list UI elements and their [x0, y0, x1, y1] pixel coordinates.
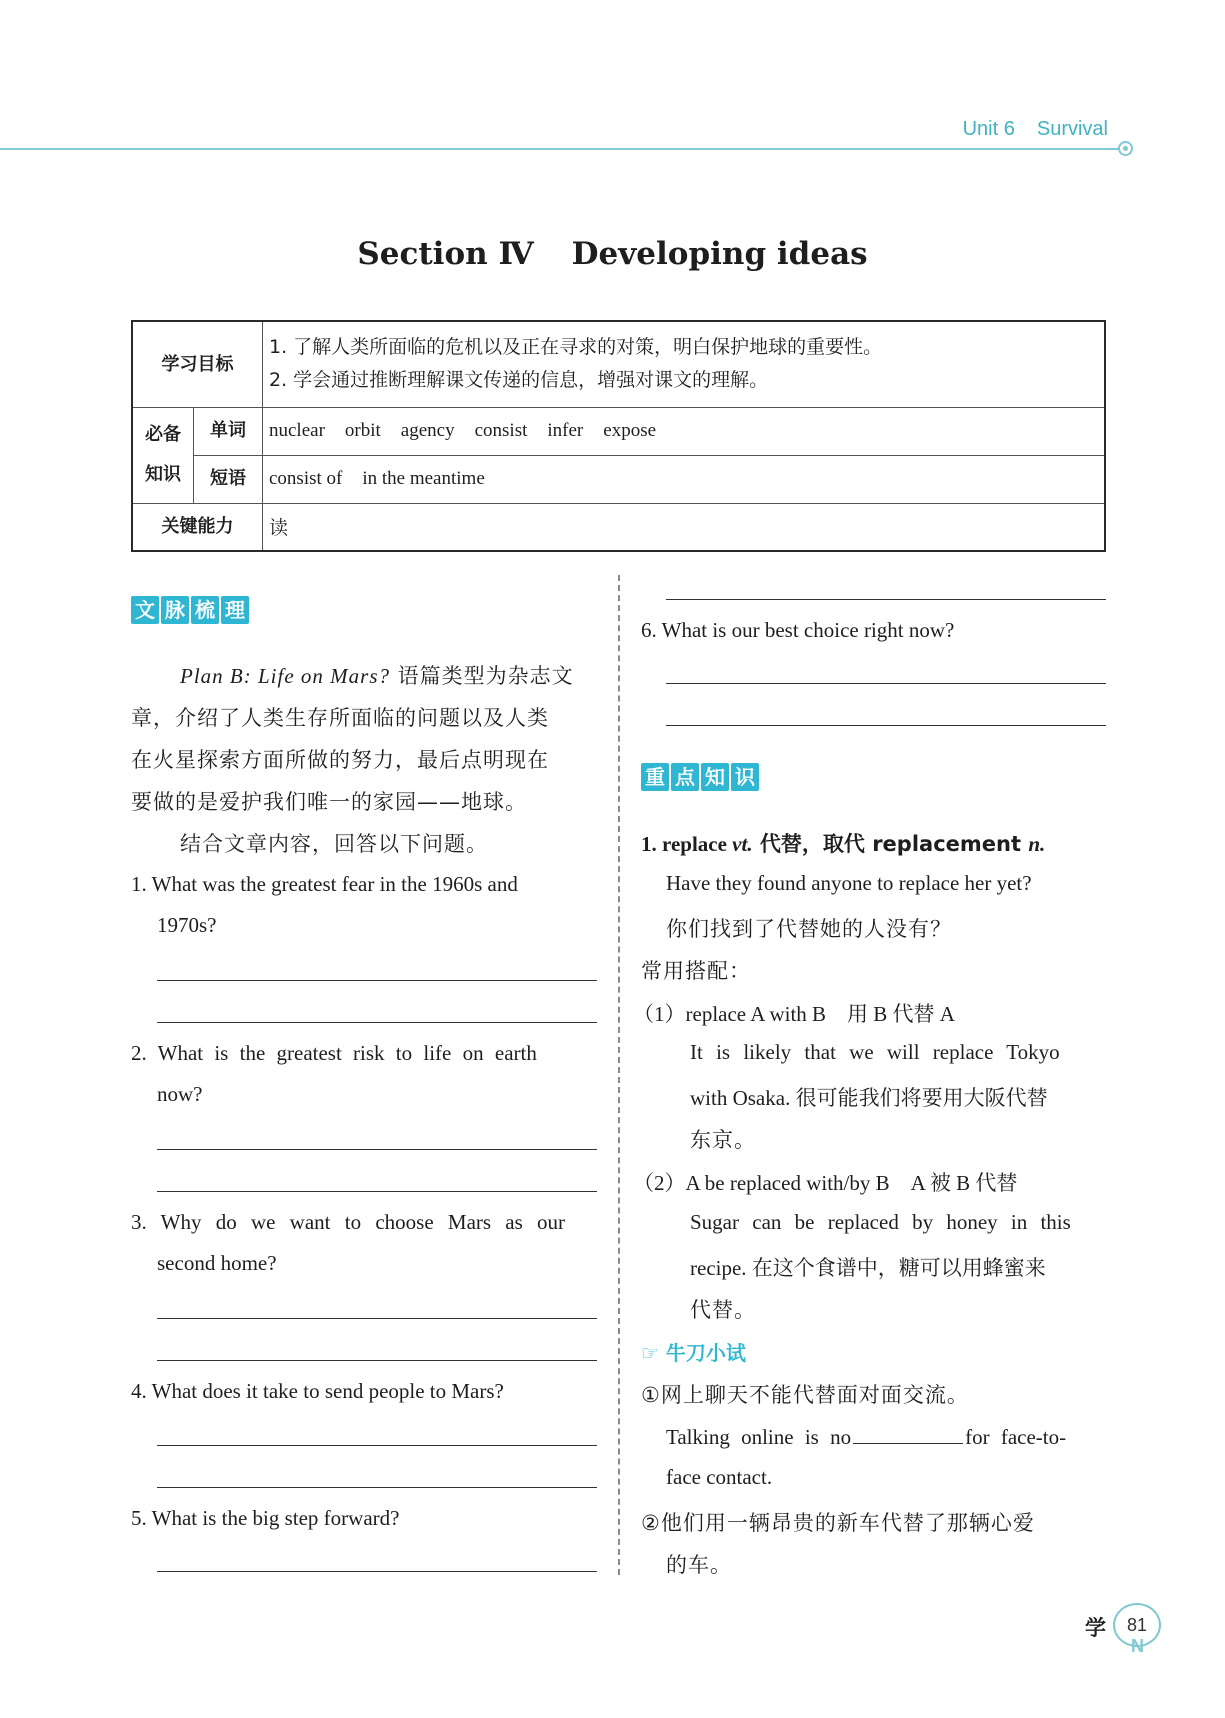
intro-line-1: [180, 660, 574, 690]
answer-line[interactable]: [666, 725, 1106, 726]
ability-cell: 读: [263, 503, 1106, 551]
answer-line[interactable]: [666, 683, 1106, 684]
key-points-badge: [641, 763, 759, 791]
knowledge-label-1: 必备: [145, 424, 181, 445]
badge-char: 脉: [161, 596, 189, 624]
exercise-1-text-b: for face-to-: [965, 1425, 1067, 1449]
answer-line[interactable]: [666, 599, 1106, 600]
goals-cell: [263, 321, 1106, 407]
example-cn: 你们找到了代替她的人没有？: [666, 917, 952, 941]
unit-topic: Survival: [1036, 118, 1108, 140]
objectives-table: [131, 320, 1106, 552]
ability-label: 关键能力: [132, 503, 263, 551]
unit-label: [963, 118, 1108, 141]
exercise-2-cn-cont: 的车。: [666, 1553, 732, 1577]
exercise-1-text-a: Talking online is no: [666, 1425, 852, 1449]
answer-line[interactable]: [157, 1445, 597, 1446]
goals-label: 学习目标: [132, 321, 263, 407]
badge-char: 理: [221, 596, 249, 624]
intro-line-4: 要做的是爱护我们唯一的家园——地球。: [131, 790, 527, 814]
question-2-cont: now?: [157, 1082, 203, 1106]
exercise-1-text-c: face contact.: [666, 1465, 773, 1489]
collocation-1-line: 东京。: [690, 1128, 756, 1152]
word-item: infer: [547, 420, 584, 441]
badge-char: 文: [131, 596, 159, 624]
answer-line[interactable]: [157, 1149, 597, 1150]
question-3-cont: second home?: [157, 1251, 277, 1275]
header-rule: [0, 148, 1128, 150]
collocation-2-line: recipe. 在这个食谱中，糖可以用蜂蜜来: [690, 1256, 1046, 1280]
word-item: expose: [603, 420, 657, 441]
word-item: nuclear: [269, 420, 325, 441]
word-item: consist: [474, 420, 528, 441]
phrases-label: 短语: [194, 455, 263, 503]
collocations-label: 常用搭配：: [641, 959, 751, 983]
practice-label: ☞ 牛刀小试: [641, 1341, 746, 1365]
exercise-1-cn: ①网上聊天不能代替面对面交流。: [641, 1383, 969, 1407]
collocation-2-line: Sugar can be replaced by honey in this: [690, 1210, 1071, 1234]
knowledge-label: [132, 407, 194, 503]
answer-line[interactable]: [157, 1360, 597, 1361]
question-1-cont: 1970s?: [157, 913, 217, 937]
badge-char: 知: [701, 763, 729, 791]
collocation-1-head: （1）replace A with B 用 B 代替 A: [633, 1002, 955, 1026]
intro-line-3: 在火星探索方面所做的努力，最后点明现在: [131, 748, 549, 772]
point-title: [641, 828, 1045, 858]
goal-1: 1. 了解人类所面临的危机以及正在寻求的对策，明白保护地球的重要性。: [269, 336, 883, 359]
point-meaning: 代替，取代 replacement: [752, 832, 1029, 856]
badge-char: 梳: [191, 596, 219, 624]
unit-number: Unit 6: [962, 118, 1015, 140]
badge-char: 识: [731, 763, 759, 791]
words-label: 单词: [194, 407, 263, 455]
word-item: agency: [400, 420, 455, 441]
badge-char: 重: [641, 763, 669, 791]
answer-line[interactable]: [157, 1022, 597, 1023]
exercise-1-blank[interactable]: [853, 1423, 963, 1444]
collocation-2-line: 代替。: [690, 1298, 756, 1322]
phrase-item: in the meantime: [362, 468, 485, 489]
intro-line-1-text: 语篇类型为杂志文: [390, 664, 574, 688]
exercise-1-en: [666, 1423, 1066, 1450]
point-pos: vt.: [732, 832, 753, 856]
intro-line-2: 章，介绍了人类生存所面临的问题以及人类: [131, 706, 549, 730]
collocation-2-head: （2）A be replaced with/by B A 被 B 代替: [633, 1171, 1018, 1195]
point-pos-noun: n.: [1028, 832, 1046, 856]
header-rule-end-icon: [1118, 141, 1133, 156]
question-5: 5. What is the big step forward?: [131, 1506, 400, 1530]
question-4: 4. What does it take to send people to Mars?: [131, 1379, 504, 1403]
collocation-1-line: with Osaka. 很可能我们将要用大阪代替: [690, 1086, 1048, 1110]
question-1: 1. What was the greatest fear in the 1960s and: [131, 872, 518, 896]
footer-label: 学: [1085, 1616, 1106, 1640]
structure-badge: [131, 596, 249, 624]
example-en: Have they found anyone to replace her yet?: [666, 871, 1032, 895]
knowledge-label-2: 知识: [145, 464, 181, 485]
phrases-cell: [263, 455, 1106, 503]
section-name: Developing ideas: [571, 236, 868, 272]
page-title: [0, 236, 1225, 272]
collocation-1-line: It is likely that we will replace Tokyo: [690, 1040, 1060, 1064]
instruction: 结合文章内容，回答以下问题。: [180, 832, 488, 856]
question-2: 2. What is the greatest risk to life on earth: [131, 1041, 537, 1065]
question-3: 3. Why do we want to choose Mars as our: [131, 1210, 566, 1234]
footer-logo-icon: N: [1131, 1636, 1144, 1656]
point-word: 1. replace: [641, 832, 733, 856]
answer-line[interactable]: [157, 1318, 597, 1319]
section-number: Section Ⅳ: [357, 236, 534, 272]
words-cell: [263, 407, 1106, 455]
answer-line[interactable]: [157, 1571, 597, 1572]
question-6: 6. What is our best choice right now?: [641, 618, 955, 642]
page-number: 81: [1113, 1603, 1161, 1647]
intro-article-title: Plan B: Life on Mars?: [180, 664, 390, 688]
phrase-item: consist of: [269, 468, 343, 489]
word-item: orbit: [344, 420, 381, 441]
badge-char: 点: [671, 763, 699, 791]
column-divider: [618, 575, 620, 1575]
answer-line[interactable]: [157, 1191, 597, 1192]
answer-line[interactable]: [157, 980, 597, 981]
answer-line[interactable]: [157, 1487, 597, 1488]
exercise-2-cn: ②他们用一辆昂贵的新车代替了那辆心爱: [641, 1511, 1035, 1535]
goal-2: 2. 学会通过推断理解课文传递的信息，增强对课文的理解。: [269, 369, 769, 392]
